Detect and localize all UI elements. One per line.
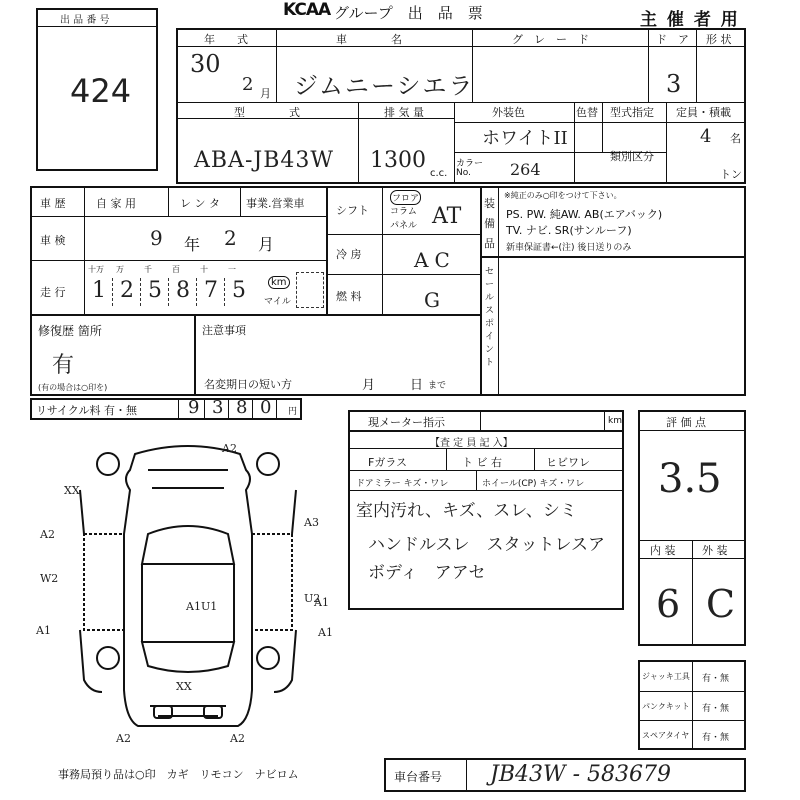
equipment-line1: PS. PW. 純AW. AB(エアバック) xyxy=(506,208,663,221)
recycle-digit: 8 xyxy=(236,397,248,418)
tool-value[interactable]: 有・無 xyxy=(702,733,730,743)
fuel-value: G xyxy=(424,288,440,312)
chassis-box xyxy=(384,758,746,792)
model-designation-label: 型式指定 xyxy=(610,106,654,119)
damage-mark: A2 xyxy=(222,442,237,455)
score-value: 3.5 xyxy=(658,456,722,502)
model-label: 型 式 xyxy=(234,106,300,119)
score-box xyxy=(638,410,746,646)
doors-value: 3 xyxy=(666,70,682,98)
recycle-label: リサイクル料 有・無 xyxy=(36,404,137,417)
tool-row xyxy=(640,720,744,750)
recycle-digit: 3 xyxy=(212,397,224,418)
history-label: 車 歴 xyxy=(40,197,66,210)
repair-value: 有 xyxy=(52,353,75,378)
damage-mark: A1 xyxy=(314,596,329,609)
lot-label: 出 品 番 号 xyxy=(60,15,110,26)
sales-point-section xyxy=(480,256,746,396)
tool-value[interactable]: 有・無 xyxy=(702,704,730,714)
mileage-digit: 5 xyxy=(232,278,246,303)
repair-label: 修復歴 箇所 xyxy=(38,324,102,338)
mirror-label: ドアミラー キズ・ワレ xyxy=(356,479,449,489)
aircon-label: 冷 房 xyxy=(336,248,362,261)
tool-label: パンクキット xyxy=(642,702,690,711)
office-note: 事務局預り品は○印 カギ リモコン ナビロム xyxy=(58,768,299,781)
shape-label: 形 状 xyxy=(706,33,732,46)
chassis-label: 車台番号 xyxy=(394,770,443,784)
history-option-rental[interactable]: レ ン タ xyxy=(180,197,220,210)
color-label: 外装色 xyxy=(492,106,525,119)
mileage-unit-km: km xyxy=(268,276,290,289)
wheel-label: ホイール(CP) キズ・ワレ xyxy=(482,479,585,489)
color-change-label: 色替 xyxy=(576,106,598,119)
color-value: ホワイトII xyxy=(482,128,568,149)
deadline-month-unit: 月 xyxy=(362,378,376,393)
grade-label: グ レ ー ド xyxy=(512,33,589,46)
shift-option-column[interactable]: コラム xyxy=(390,207,417,217)
month-value: 2 xyxy=(242,74,254,95)
damage-mark: A2 xyxy=(116,732,131,745)
score-label: 評 価 点 xyxy=(666,416,706,429)
notes-section xyxy=(194,314,482,396)
remark-line-2: ハンドルスレ スタットレスア xyxy=(368,535,605,555)
mileage-digit: 2 xyxy=(120,278,134,303)
repair-note: (有の場合は○印を) xyxy=(38,383,108,392)
damage-mark: A1 xyxy=(36,624,51,637)
shift-option-panel[interactable]: パネル xyxy=(390,221,418,231)
category-label: 類別区分 xyxy=(610,150,654,163)
damage-mark: A1U1 xyxy=(186,600,218,613)
header-logo: KCAA xyxy=(283,0,331,20)
mileage-digit: 1 xyxy=(92,278,106,303)
sales-point-label: セールスポイント xyxy=(485,267,495,368)
tool-label: スペアタイヤ xyxy=(642,731,690,740)
color-no-label: カラー No. xyxy=(456,159,484,178)
inspection-label: 車 検 xyxy=(40,234,66,247)
recycle-section xyxy=(30,398,302,420)
lot-number: 424 xyxy=(70,72,132,110)
mileage-place-label: 千 xyxy=(144,265,152,274)
capacity-value: 4 xyxy=(700,126,712,147)
vehicle-name: ジムニーシエラ xyxy=(294,72,475,100)
aircon-value: AC xyxy=(414,248,456,272)
mileage-digit: 7 xyxy=(204,278,218,303)
damage-mark: A1 xyxy=(318,626,333,639)
deadline-label: 名変期日の短い方 xyxy=(204,378,292,391)
mileage-place-label: 一 xyxy=(228,265,236,274)
damage-mark: A2 xyxy=(230,732,245,745)
recycle-digit: 0 xyxy=(260,397,272,418)
displacement-label: 排 気 量 xyxy=(384,106,424,119)
damage-mark: U2 xyxy=(304,592,321,605)
shift-label: シフト xyxy=(336,204,369,217)
organizer-label: 主 催 者 用 xyxy=(640,10,740,30)
capacity-unit: 名 xyxy=(730,132,741,145)
exterior-label: 外 装 xyxy=(702,544,728,557)
model-value: ABA-JB43W xyxy=(194,148,334,173)
meter-label: 現メーター指示 xyxy=(368,416,445,429)
mileage-place-label: 万 xyxy=(116,265,124,274)
displacement-value: 1300 xyxy=(370,148,426,173)
inspector-box xyxy=(348,430,624,610)
vehicle-info-grid xyxy=(176,28,746,184)
equipment-label: 装備品 xyxy=(484,197,495,250)
mileage-place-label: 十万 xyxy=(88,265,104,274)
name-label: 車 名 xyxy=(336,33,402,46)
inspection-year: 9 xyxy=(150,226,163,250)
capacity-label: 定員・積載 xyxy=(676,106,731,119)
equipment-line2: TV. ナビ. SR(サンルーフ) xyxy=(506,224,632,237)
deadline-day-unit: 日 xyxy=(410,378,424,393)
repair-section xyxy=(30,314,196,396)
car-damage-diagram xyxy=(40,430,340,760)
remark-line-1: 室内汚れ、キズ、スレ、シミ xyxy=(356,501,577,521)
year-value: 30 xyxy=(190,50,221,78)
mileage-label: 走 行 xyxy=(40,286,66,299)
notes-label: 注意事項 xyxy=(202,324,246,337)
tool-row xyxy=(640,691,744,721)
shift-option-floor[interactable]: フロア xyxy=(390,190,421,205)
inspection-month: 2 xyxy=(224,226,237,250)
tool-row xyxy=(640,662,744,691)
recycle-unit: 円 xyxy=(288,407,298,417)
equipment-section xyxy=(480,186,746,258)
year-label: 年 式 xyxy=(204,33,248,46)
remark-line-3: ボディ アアセ xyxy=(368,563,486,583)
shift-value: AT xyxy=(432,204,462,229)
damage-mark: XX xyxy=(64,484,80,497)
header-title: グループ 出 品 票 xyxy=(334,4,483,22)
doors-label: ド ア xyxy=(656,33,689,46)
meter-unit: km xyxy=(608,416,622,426)
inspection-year-unit: 年 xyxy=(184,235,201,254)
history-option-business[interactable]: 事業.営業車 xyxy=(246,197,305,210)
meter-box xyxy=(348,410,624,432)
damage-mark: A3 xyxy=(304,516,319,529)
load-unit: トン xyxy=(720,168,742,181)
mileage-digit: 5 xyxy=(148,278,162,303)
deadline-until: まで xyxy=(428,381,447,391)
displacement-unit: c.c. xyxy=(430,168,448,179)
exterior-value: C xyxy=(706,582,736,626)
mileage-unit-mile: マイル xyxy=(264,297,291,307)
lot-box xyxy=(36,8,158,171)
inspector-header: 【査 定 員 記 入】 xyxy=(430,438,513,449)
color-no-value: 264 xyxy=(510,160,541,179)
tool-label: ジャッキ工具 xyxy=(642,672,690,681)
month-unit: 月 xyxy=(260,87,271,100)
equipment-note: ※純正のみ○印をつけて下さい。 xyxy=(504,191,622,200)
recycle-digit: 9 xyxy=(188,397,200,418)
glass-label: Fガラス xyxy=(368,456,407,469)
glass-option-crack[interactable]: ヒビワレ xyxy=(546,456,590,469)
interior-label: 内 装 xyxy=(650,544,676,557)
fuel-label: 燃 料 xyxy=(336,290,362,303)
damage-mark: W2 xyxy=(40,572,59,585)
mileage-digit: 8 xyxy=(176,278,190,303)
history-section xyxy=(30,186,328,316)
chassis-value: JB43W - 583679 xyxy=(490,762,671,787)
tools-box xyxy=(638,660,746,750)
mileage-place-label: 百 xyxy=(172,265,180,274)
spec-section xyxy=(326,186,482,316)
history-option-private[interactable]: 自 家 用 xyxy=(96,197,136,210)
damage-mark: XX xyxy=(176,680,192,693)
damage-mark: A2 xyxy=(40,528,55,541)
inspection-month-unit: 月 xyxy=(258,235,275,254)
glass-option-chip[interactable]: ト ビ 右 xyxy=(462,456,502,469)
mileage-place-label: 十 xyxy=(200,265,208,274)
equipment-warranty: 新車保証書←(注) 後日送りのみ xyxy=(506,243,632,253)
tool-value[interactable]: 有・無 xyxy=(702,674,730,684)
interior-value: 6 xyxy=(656,582,681,626)
